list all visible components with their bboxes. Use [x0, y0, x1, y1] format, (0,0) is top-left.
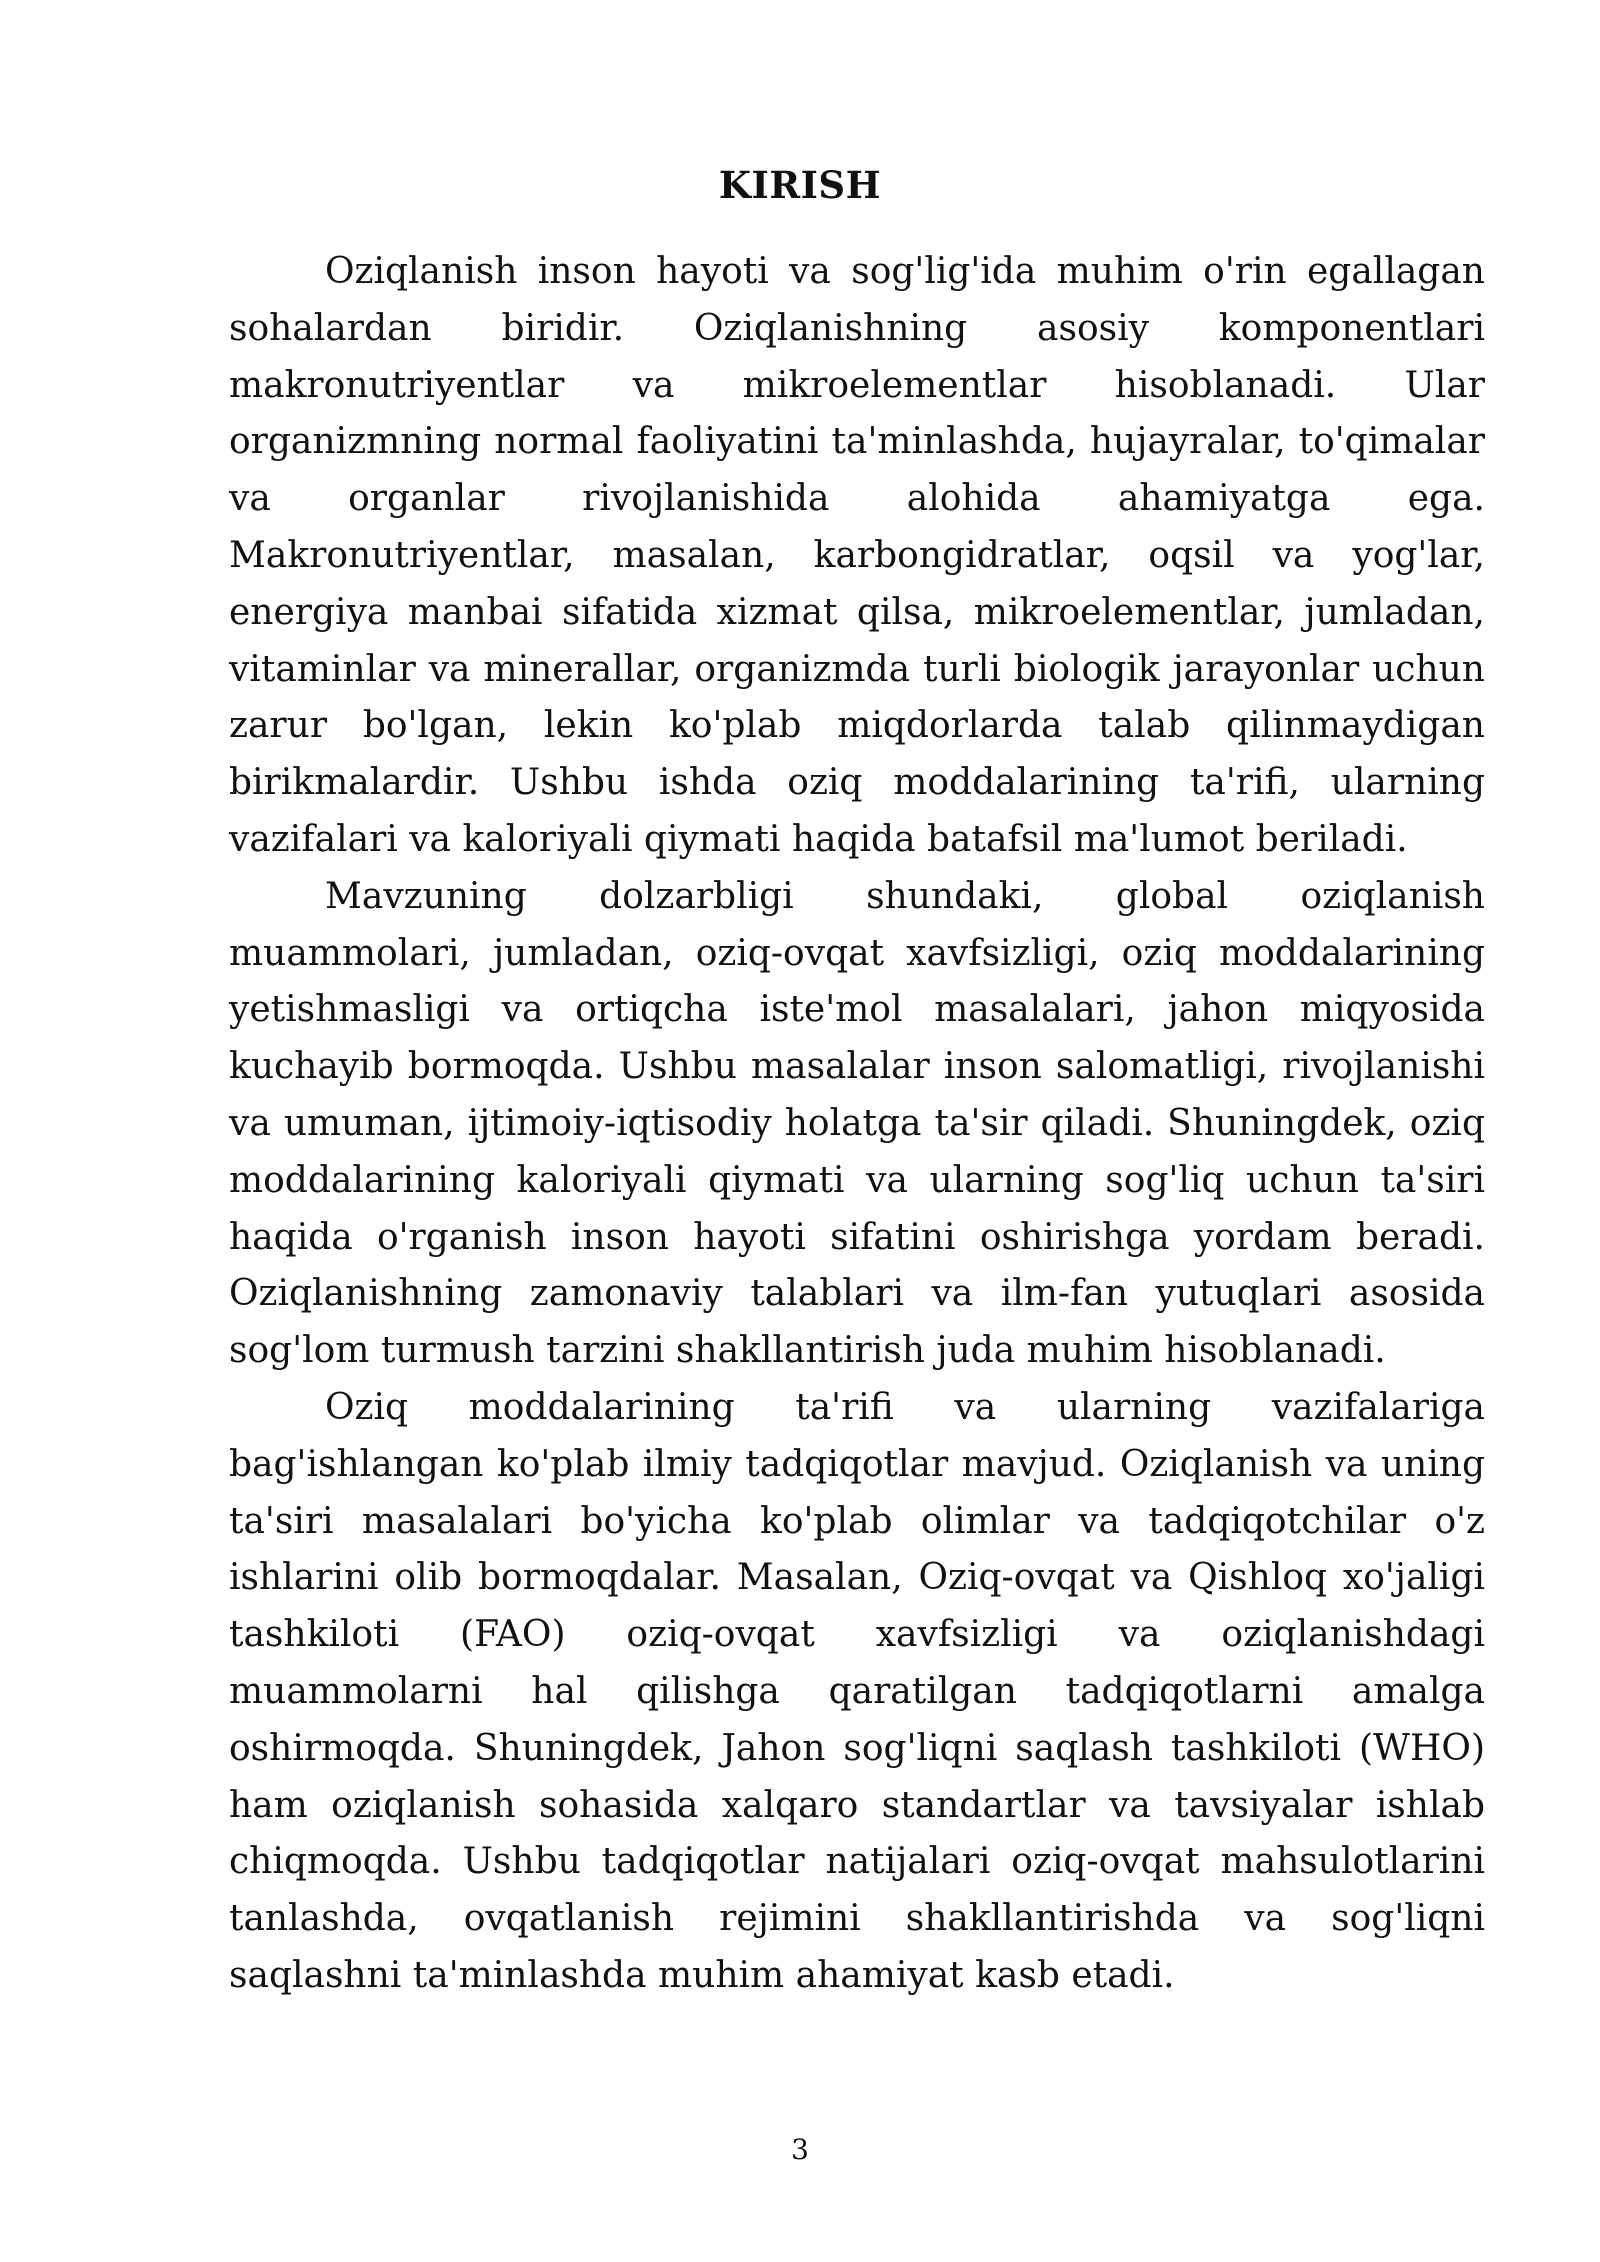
page-title: KIRISH [718, 163, 882, 207]
page-number: 3 [791, 2133, 809, 2166]
paragraph-introduction: Oziqlanish inson hayoti va sog'lig'ida muhim o'rin egallagan sohalardan biridir. Oziqlanishning asosiy komponentlari makronutriyentlar va mikroelementlar hisoblanadi. Ular organizmning normal faoliyatini ta'minlashda, hujayralar, to'qimalar va organlar rivojlanishida alohida ahamiyatga ega. Makronutriyentlar, masalan, karbongidratlar, oqsil va yog'lar, energiya manbai sifatida xizmat qilsa, mikroelementlar, jumladan, vitaminlar va minerallar, organizmda turli biologik jarayonlar uchun zarur bo'lgan, lekin ko'plab miqdorlarda talab qilinmaydigan birikmalardir. Ushbu ishda oziq moddalarining ta'rifi, ularning vazifalari va kaloriyali qiymati haqida batafsil ma'lumot beriladi. [229, 251, 1485, 860]
body-text [229, 244, 1485, 2005]
paragraph-relevance: Mavzuning dolzarbligi shundaki, global oziqlanish muammolari, jumladan, oziq-ovqat xavfsizligi, oziq moddalarining yetishmasligi va ortiqcha iste'mol masalalari, jahon miqyosida kuchayib bormoqda. Ushbu masalalar inson salomatligi, rivojlanishi va umuman, ijtimoiy-iqtisodiy holatga ta'sir qiladi. Shuningdek, oziq moddalarining kaloriyali qiymati va ularning sog'liq uchun ta'siri haqida o'rganish inson hayoti sifatini oshirishga yordam beradi. Oziqlanishning zamonaviy talablari va ilm-fan yutuqlari asosida sog'lom turmush tarzini shakllantirish juda muhim hisoblanadi. [229, 875, 1485, 1372]
paragraph-research: Oziq moddalarining ta'rifi va ularning vazifalariga bag'ishlangan ko'plab ilmiy tadqiqotlar mavjud. Oziqlanish va uning ta'siri masalalari bo'yicha ko'plab olimlar va tadqiqotchilar o'z ishlarini olib bormoqdalar. Masalan, Oziq-ovqat va Qishloq xo'jaligi tashkiloti (FAO) oziq-ovqat xavfsizligi va oziqlanishdagi muammolarni hal qilishga qaratilgan tadqiqotlarni amalga oshirmoqda. Shuningdek, Jahon sog'liqni saqlash tashkiloti (WHO) ham oziqlanish sohasida xalqaro standartlar va tavsiyalar ishlab chiqmoqda. Ushbu tadqiqotlar natijalari oziq-ovqat mahsulotlarini tanlashda, ovqatlanish rejimini shakllantirishda va sog'liqni saqlashni ta'minlashda muhim ahamiyat kasb etadi. [229, 1386, 1485, 1996]
